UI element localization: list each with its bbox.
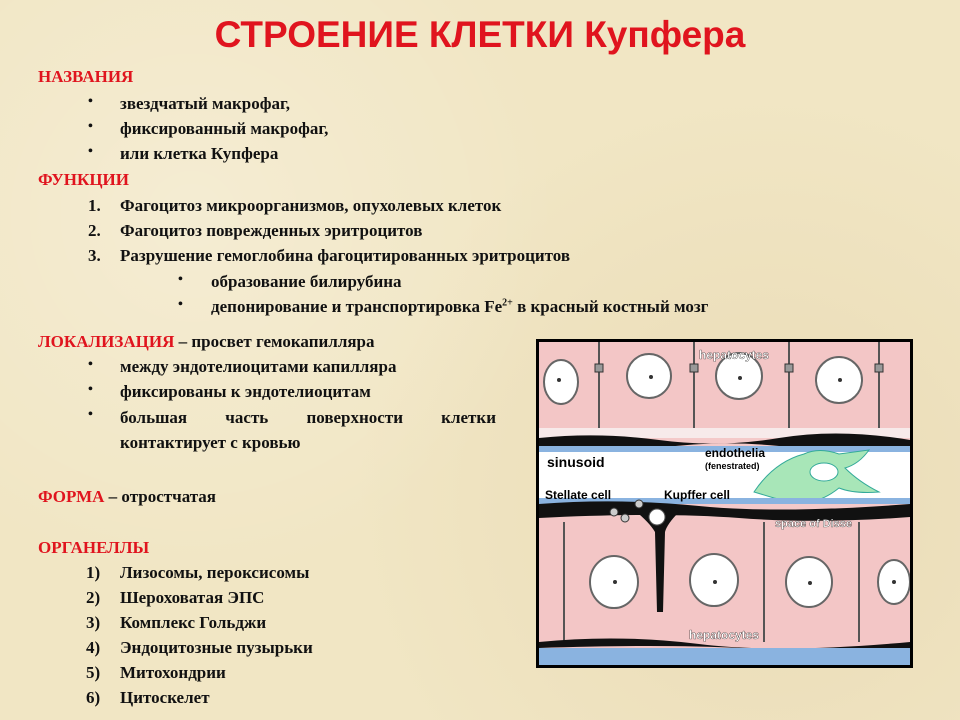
organelle-item: Комплекс Гольджи <box>120 613 267 632</box>
diagram-svg <box>539 342 910 665</box>
vessel-lower <box>539 648 910 665</box>
bullet: • <box>88 407 93 422</box>
list-number: 3) <box>86 613 101 632</box>
list-number: 6) <box>86 688 101 707</box>
localization-item: большая часть поверхности клетки контактирует с кровью <box>120 408 496 452</box>
names-item: фиксированный макрофаг, <box>120 119 329 138</box>
localization-item: фиксированы к эндотелиоцитам <box>120 382 371 401</box>
bullet: • <box>88 144 93 159</box>
names-heading: НАЗВАНИЯ <box>38 67 134 86</box>
label-hepatocytes-top: hepatocytes <box>699 348 770 362</box>
organelles-heading: ОРГАНЕЛЛЫ <box>38 538 150 557</box>
label-endothelia: endothelia <box>705 446 766 460</box>
list-number: 2) <box>86 588 101 607</box>
list-number: 5) <box>86 663 101 682</box>
label-stellate-cell: Stellate cell <box>545 488 612 502</box>
function-subitem: образование билирубина <box>211 272 402 291</box>
function-item: Фагоцитоз поврежденных эритроцитов <box>120 221 423 240</box>
form-line: ФОРМА – отростчатая <box>38 487 217 506</box>
organelle-item: Шероховатая ЭПС <box>120 588 265 607</box>
list-number: 1) <box>86 563 101 582</box>
label-fenestrated: (fenestrated) <box>705 461 760 471</box>
organelle-item: Эндоцитозные пузырьки <box>120 638 313 657</box>
bullet: • <box>88 94 93 109</box>
stellate-nucleus <box>649 509 665 525</box>
names-item: или клетка Купфера <box>120 144 279 163</box>
list-number: 3. <box>88 246 101 265</box>
list-number: 1. <box>88 196 101 215</box>
functions-heading: ФУНКЦИИ <box>38 170 130 189</box>
label-kupffer-cell: Kupffer cell <box>664 488 731 502</box>
organelle-item: Цитоскелет <box>120 688 210 707</box>
bullet: • <box>178 272 183 287</box>
bullet: • <box>88 382 93 397</box>
label-hepatocytes-bottom: hepatocytes <box>689 628 760 642</box>
names-item: звездчатый макрофаг, <box>120 94 291 113</box>
list-number: 4) <box>86 638 101 657</box>
function-item: Разрушение гемоглобина фагоцитированных эритроцитов <box>120 246 571 265</box>
bullet: • <box>88 119 93 134</box>
page-title: СТРОЕНИЕ КЛЕТКИ Купфера <box>214 14 746 55</box>
localization-line: ЛОКАЛИЗАЦИЯ – просвет гемокапилляра <box>38 332 375 351</box>
label-space-of-disse: space of Disse <box>775 518 853 530</box>
function-item: Фагоцитоз микроорганизмов, опухолевых клеток <box>120 196 502 215</box>
bullet: • <box>178 297 183 312</box>
list-number: 2. <box>88 221 101 240</box>
liver-sinusoid-diagram <box>536 339 913 668</box>
bullet: • <box>88 357 93 372</box>
kupffer-nucleus <box>810 463 838 481</box>
organelle-item: Лизосомы, пероксисомы <box>120 563 310 582</box>
label-sinusoid: sinusoid <box>547 454 605 470</box>
organelle-item: Митохондрии <box>120 663 226 682</box>
localization-item: между эндотелиоцитами капилляра <box>120 357 397 376</box>
function-subitem: депонирование и транспортировка $Fe^{2+}$ в красный костный мозг <box>211 297 709 316</box>
